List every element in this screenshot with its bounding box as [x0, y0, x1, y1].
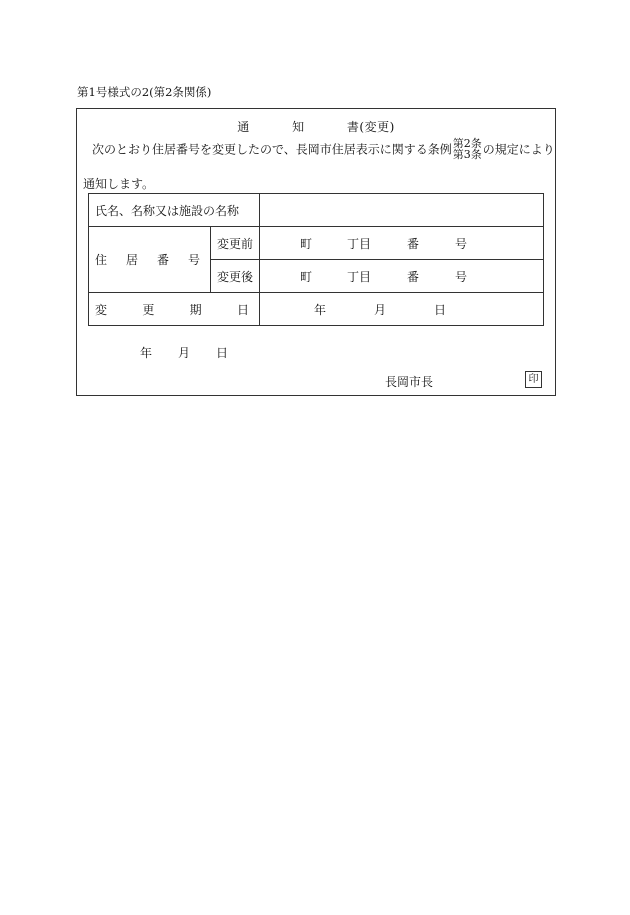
article-option-bottom: 第3条: [452, 148, 482, 161]
change-date-value: [260, 293, 544, 326]
address-unit: 号: [455, 236, 468, 251]
change-date-label-char: 変: [95, 302, 108, 317]
change-date-label-char: 期: [189, 302, 202, 317]
article-option-top: 第2条: [452, 137, 482, 150]
date-unit: 年: [140, 346, 153, 360]
change-date-label-char: 日: [236, 302, 249, 317]
intro-before: 次のとおり住居番号を変更したので、長岡市住居表示に関する条例: [92, 142, 452, 157]
address-unit: 番: [407, 236, 420, 251]
address-unit: 丁目: [347, 236, 372, 251]
title-part-3: 書(変更): [346, 120, 395, 134]
intro-after: の規定により: [482, 142, 555, 157]
name-value: [260, 194, 544, 227]
table-row-period: [89, 293, 544, 326]
date-unit: 日: [434, 302, 447, 317]
address-unit: 町: [300, 236, 313, 251]
notice-table: [88, 193, 544, 326]
address-unit: 町: [300, 269, 313, 284]
notice-title: [77, 118, 555, 135]
address-unit: 号: [455, 269, 468, 284]
intro-text: [92, 139, 555, 161]
seal-mark: 印: [525, 371, 542, 388]
title-part-2: 知: [292, 120, 305, 134]
address-unit: 丁目: [347, 269, 372, 284]
name-label: 氏名、名称又は施設の名称: [89, 194, 260, 227]
address-unit: 番: [407, 269, 420, 284]
before-change-label: 変更前: [211, 227, 260, 260]
article-options: [453, 138, 482, 160]
after-change-label: 変更後: [211, 260, 260, 293]
intro-line-2: 通知します。: [83, 177, 155, 191]
date-unit: 月: [178, 346, 191, 360]
date-unit: 年: [314, 302, 327, 317]
address-label-char: 号: [187, 253, 200, 267]
title-part-1: 通: [237, 120, 250, 134]
form-number-label: 第1号様式の2(第2条関係): [77, 85, 212, 99]
before-address-value: [260, 227, 544, 260]
notice-form: [76, 108, 556, 396]
address-label-char: 番: [156, 253, 169, 267]
date-unit: 月: [374, 302, 387, 317]
date-unit: 日: [216, 346, 229, 360]
signer-title: 長岡市長: [385, 375, 434, 389]
address-label-char: 住: [95, 253, 108, 267]
table-row-name: [89, 194, 544, 227]
address-label: [89, 227, 211, 293]
address-label-char: 居: [125, 253, 138, 267]
after-address-value: [260, 260, 544, 293]
change-date-label-char: 更: [142, 302, 155, 317]
change-date-label: [89, 293, 260, 326]
issue-date: [140, 344, 254, 361]
table-row-before: [89, 227, 544, 260]
